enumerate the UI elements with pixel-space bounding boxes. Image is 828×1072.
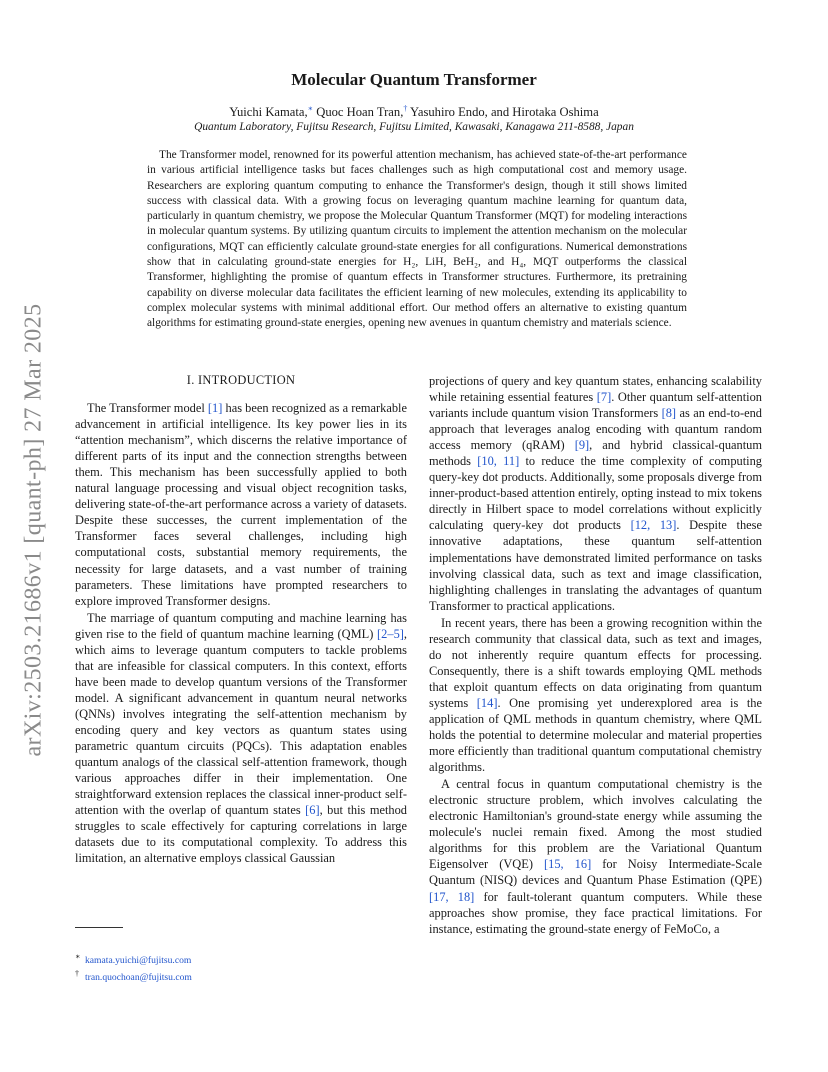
author-footnote-mark[interactable]: ∗ (307, 104, 314, 113)
abstract (147, 148, 687, 332)
footnote (75, 951, 405, 968)
paragraph-text: The Transformer model (87, 401, 208, 416)
citation-link[interactable]: [10, 11] (477, 454, 520, 469)
author-list (0, 104, 828, 120)
paragraph-text: to reduce the time complexity of computing query-key dot products. Additionally, some proposals diverge from inner-product-based attention entirely, opting instead to mix tokens directly in Hilbert space to model correlations without explicitly calculating query-key dot products (429, 454, 762, 533)
body-paragraph (429, 373, 762, 614)
left-column-paragraphs (75, 400, 407, 866)
citation-link[interactable]: [15, 16] (544, 857, 592, 872)
author-name: Quoc Hoan Tran, (316, 105, 404, 120)
paragraph-text: , and hybrid classical-quantum methods (429, 438, 763, 469)
paragraph-text: has been recognized as a remarkable advancement in artificial intelligence. Its key power lies in its “attention mechanism”, which discerns the relative importance of different parts of its input and the connection strengths between them. This mechanism has been successfully applied to both natural language processing and visual object recognition tasks, delivering state-of-the-art performance across a variety of datasets. Despite these successes, the current implementation of the Transformer faces several challenges, including high computational costs, substantial memory requirements, the necessity for large datasets, and a vast number of training parameters. These limitations have prompted researchers to explore improved Transformer designs. (75, 401, 407, 608)
paragraph-text: , which aims to leverage quantum computers to tackle problems that are infeasible for classical computers. In this context, efforts have been made to develop quantum versions of the Transformer model. A significant advancement in quantum neural networks (QNNs) involves integrating the self-attention mechanism by encoding query and key vectors as quantum states using parametric quantum circuits (PQCs). This adaptation enables quantum analogs of the classical self-attention framework, though various approaches differ in their implementation. One straightforward extension replaces the classical inner-product self-attention with the overlap of quantum states (75, 626, 407, 818)
footnote-mark: ∗ (75, 952, 81, 961)
citation-link[interactable]: [12, 13] (630, 518, 677, 533)
arxiv-identifier-text: arXiv:2503.21686v1 [quant-ph] 27 Mar 2025 (20, 303, 47, 757)
body-paragraph (429, 776, 762, 936)
section-heading-introduction: I. INTRODUCTION (186, 373, 296, 387)
paragraph-text: The marriage of quantum computing and machine learning has given rise to the field of quantum machine learning (QML) (75, 610, 407, 641)
paragraph-text: for fault-tolerant quantum computers. While these approaches show promise, they face practical limitations. For instance, estimating the ground-state energy of FeMoCo, a (429, 889, 762, 936)
footnote-mark: † (75, 968, 79, 978)
footnote (75, 968, 405, 985)
paragraph-text: A central focus in quantum computational chemistry is the electronic structure problem, which involves calculating the electronic Hamiltonian's ground-state energy while assuming the molecule's nuclei remain fixed. Among the most studied algorithms for this problem are the Variational Quantum Eigensolver (VQE) (429, 777, 762, 872)
author-email-link[interactable]: tran.quochoan@fujitsu.com (85, 971, 192, 983)
citation-link[interactable]: [1] (207, 401, 223, 416)
right-column-paragraphs (429, 373, 762, 937)
left-column (75, 372, 407, 866)
body-paragraph (75, 400, 407, 609)
citation-link[interactable]: [7] (596, 390, 612, 405)
paragraph-text: for Noisy Intermediate-Scale Quantum (NISQ) devices and Quantum Phase Estimation (QPE) (429, 857, 762, 888)
author-footnote-mark[interactable]: † (403, 104, 408, 113)
right-column (429, 373, 762, 937)
affiliation: Quantum Laboratory, Fujitsu Research, Fujitsu Limited, Kawasaki, Kanagawa 211-8588, Japan (194, 121, 634, 133)
citation-link[interactable]: [14] (476, 695, 498, 710)
citation-link[interactable]: [6] (305, 803, 320, 818)
citation-link[interactable]: [2–5] (377, 626, 404, 641)
paper-title: Molecular Quantum Transformer (291, 70, 537, 89)
paragraph-text: projections of query and key quantum states, enhancing scalability while retaining essential features (429, 374, 762, 405)
author-name: Yasuhiro Endo, and Hirotaka Oshima (410, 105, 599, 120)
author-name: Yuichi Kamata, (229, 105, 308, 120)
paragraph-text: In recent years, there has been a growing recognition within the research community that classical data, such as text and images, do not inherently require quantum effects for processing. Consequently, there is a shift towards employing QML methods that exploit quantum effects on data originating from quantum systems (429, 615, 762, 710)
paragraph-text: . One promising yet underexplored area is the application of QML methods in quantum chemistry, where QML holds the potential to determine molecular and material properties more efficiently than traditional quantum computational chemistry algorithms. (429, 695, 762, 775)
footnotes (75, 951, 405, 985)
footnote-divider (75, 927, 123, 928)
paragraph-text: . Despite these innovative adaptations, these quantum self-attention implementations have demonstrated limited performance on tasks involving classical data, such as text and image classification, highlighting challenges in translating the advantages of quantum Transformer to practical applications. (429, 518, 762, 613)
citation-link[interactable]: [8] (661, 406, 677, 421)
arxiv-identifier-stamp (4, 270, 64, 790)
abstract-text: The Transformer model, renowned for its powerful attention mechanism, has achieved state-of-the-art performance in various artificial intelligence tasks but faces challenges such as high computational cost and memory usage. Researchers are exploring quantum computing to enhance the Transformer's design, though it still shows limited success with classical data. With a growing focus on leveraging quantum machine learning for quantum data, particularly in quantum chemistry, we propose the Molecular Quantum Transformer (MQT) for modeling interactions in molecular quantum systems. By utilizing quantum circuits to implement the attention mechanism on the molecular configurations, MQT can efficiently calculate ground-state energies for all configurations. Numerical demonstrations show that in calculating ground-state energies for H₂, LiH, BeH₂, and H₄, MQT outperforms the classical Transformer, highlighting the promise of quantum effects in Transformer structures. Furthermore, its pretraining capability on diverse molecular data facilitates the efficient learning of new molecules, extending its applicability to complex molecular systems with minimal additional effort. Our method offers an alternative to existing quantum algorithms for estimating ground-state energies, opening new avenues in quantum chemistry and materials science. (147, 149, 687, 330)
paragraph-text: , but this method struggles to scale effectively for capturing correlations in large datasets due to its computational complexity. To address this limitation, an alternative employs classical Gaussian (75, 803, 407, 866)
author-email-link[interactable]: kamata.yuichi@fujitsu.com (85, 955, 192, 967)
paragraph-text: . Other quantum self-attention variants include quantum vision Transformers (429, 390, 762, 421)
citation-link[interactable]: [9] (574, 438, 590, 453)
citation-link[interactable]: [17, 18] (429, 889, 475, 904)
body-paragraph (75, 610, 407, 867)
paragraph-text: as an end-to-end approach that leverages analog encoding with quantum random access memory (qRAM) (429, 406, 763, 453)
body-paragraph (429, 615, 762, 775)
